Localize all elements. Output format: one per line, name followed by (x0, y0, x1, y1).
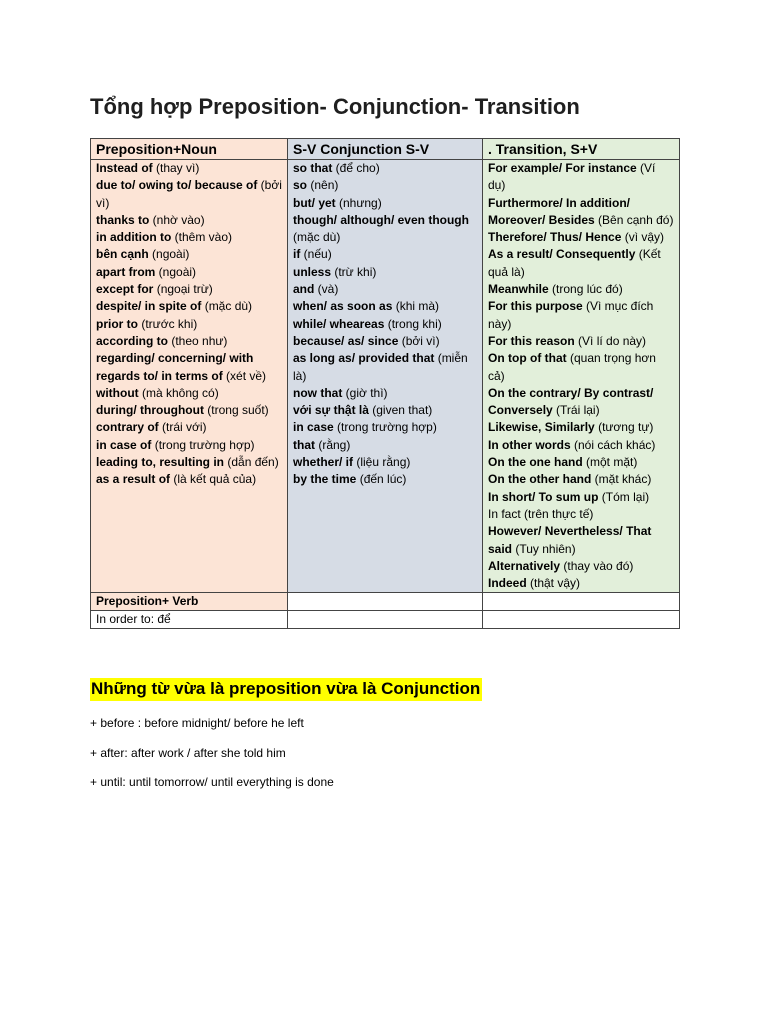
list-item (293, 471, 477, 488)
term-text: though/ although/ even though (293, 212, 469, 227)
meaning-text: (tương tự) (594, 420, 654, 435)
table-header-row (91, 139, 680, 160)
summary-table (90, 138, 680, 629)
meaning-text: (mặt khác) (591, 472, 652, 487)
list-item (488, 229, 674, 246)
list-item (293, 454, 477, 471)
header-transition: . Transition, S+V (483, 139, 680, 160)
meaning-text: (thay vì) (152, 161, 200, 175)
meaning-text: (trong trường hợp) (151, 437, 255, 452)
term-text: so that (293, 161, 333, 175)
term-text: Likewise, Similarly (488, 420, 595, 435)
term-text: bên cạnh (96, 247, 149, 262)
meaning-text: (given that) (368, 403, 433, 418)
term-text: as a result of (96, 472, 171, 487)
meaning-text: (trước khi) (138, 316, 198, 331)
meaning-text: (trái với) (158, 420, 207, 435)
meaning-text: (vì vậy) (621, 230, 665, 245)
meaning-text: (dẫn đến) (224, 455, 279, 470)
meaning-text: (bởi vì) (398, 333, 440, 348)
meaning-text: (mặc dù) (201, 299, 253, 314)
meaning-text: (bởi vì) (96, 178, 282, 210)
list-item (488, 523, 674, 558)
term-text: apart from (96, 264, 156, 279)
meaning-text: (mà không có) (138, 385, 219, 400)
in-order-to-cell: In order to: để (91, 611, 288, 629)
term-text: by the time (293, 472, 357, 487)
term-text: prior to (96, 316, 138, 331)
header-sv-conjunction: S-V Conjunction S-V (288, 139, 483, 160)
list-item (293, 350, 477, 385)
preposition-verb-text: Preposition+ Verb (96, 594, 199, 609)
list-item (293, 281, 477, 298)
empty-cell (483, 611, 680, 629)
note-line-until: + until: until tomorrow/ until everything is done (90, 775, 334, 789)
term-text: in addition to (96, 230, 172, 245)
list-item (293, 177, 477, 194)
term-text: now that (293, 385, 343, 400)
term-text: because/ as/ since (293, 333, 399, 348)
term-text: but/ yet (293, 195, 336, 210)
meaning-text: (nhờ vào) (149, 212, 205, 227)
meaning-text: (trong lúc đó) (548, 282, 623, 297)
list-item (293, 316, 477, 333)
meaning-text: (nhưng) (335, 195, 382, 210)
term-text: regarding/ concerning/ with regards to/ in terms of (96, 351, 254, 383)
term-text: leading to, resulting in (96, 455, 225, 470)
transition-list (483, 160, 680, 593)
term-text: Meanwhile (488, 282, 549, 297)
list-item (96, 471, 282, 488)
list-item (293, 437, 477, 454)
term-text: For this purpose (488, 299, 583, 314)
meaning-text: (và) (314, 282, 339, 297)
list-item (293, 419, 477, 436)
term-text: với sự thật là (293, 403, 369, 418)
term-text: thanks to (96, 212, 150, 227)
meaning-text: (Vì lí do này) (574, 333, 647, 348)
list-item (488, 195, 674, 230)
list-item (488, 160, 674, 195)
list-item (96, 298, 282, 315)
term-text: Indeed (488, 576, 527, 591)
meaning-text: (nói cách khác) (570, 437, 656, 452)
list-item (96, 402, 282, 419)
term-text: On the one hand (488, 455, 583, 470)
meaning-text: (theo như) (168, 333, 228, 348)
term-text: On the contrary/ By contrast/ Conversely (488, 385, 654, 418)
meaning-text: (là kết quả của) (170, 472, 257, 487)
list-item (488, 471, 674, 488)
term-text: contrary of (96, 420, 159, 435)
table-row-main (91, 160, 680, 593)
meaning-text: (thật vậy) (526, 576, 581, 591)
list-item (293, 160, 477, 177)
list-item (96, 212, 282, 229)
term-text: when/ as soon as (293, 299, 393, 314)
empty-cell (288, 593, 483, 611)
list-item (293, 246, 477, 263)
meaning-text: (trừ khi) (331, 264, 377, 279)
meaning-text: (để cho) (332, 161, 380, 175)
meaning-text: (một mặt) (582, 455, 638, 470)
term-text: whether/ if (293, 455, 354, 470)
meaning-text: (nếu) (300, 247, 332, 262)
meaning-text: (trong trường hợp) (333, 420, 437, 435)
list-item (293, 195, 477, 212)
list-item (293, 385, 477, 402)
meaning-text: (Tóm lại) (598, 489, 650, 504)
preposition-verb-label (91, 593, 288, 611)
meaning-text: (Bên cạnh đó) (594, 212, 674, 227)
list-item (96, 350, 282, 385)
term-text: For example/ For instance (488, 161, 637, 175)
term-text: despite/ in spite of (96, 299, 202, 314)
list-item (96, 454, 282, 471)
meaning-text: (trong suốt) (203, 403, 269, 418)
term-text: In other words (488, 437, 571, 452)
term-text: if (293, 247, 301, 262)
term-text: In short/ To sum up (488, 489, 599, 504)
term-text: while/ wheareas (293, 316, 385, 331)
note-line-after: + after: after work / after she told him (90, 746, 286, 760)
meaning-text: (thêm vào) (171, 230, 233, 245)
term-text: and (293, 282, 315, 297)
meaning-text: (rằng) (315, 437, 351, 452)
list-item (488, 558, 674, 575)
list-item (488, 575, 674, 592)
meaning-text: (miễn là) (293, 351, 468, 383)
term-text: in case (293, 420, 334, 435)
list-item (96, 229, 282, 246)
empty-cell (483, 593, 680, 611)
meaning-text: (trong khi) (384, 316, 442, 331)
term-text: so (293, 178, 308, 193)
list-item (96, 419, 282, 436)
list-item (293, 264, 477, 281)
list-item (293, 333, 477, 350)
meaning-text: (mặc dù) (293, 230, 341, 245)
list-item (96, 246, 282, 263)
list-item (293, 298, 477, 315)
section-heading: Những từ vừa là preposition vừa là Conjunction (90, 678, 482, 701)
meaning-text: (khi mà) (392, 299, 440, 314)
list-item (488, 298, 674, 333)
term-text: that (293, 437, 315, 452)
list-item (96, 437, 282, 454)
meaning-text: (nên) (307, 178, 339, 193)
term-text: On top of that (488, 351, 567, 366)
list-item (96, 177, 282, 212)
term-text: in case of (96, 437, 152, 452)
meaning-text: (ngoài) (155, 264, 197, 279)
term-text: without (96, 385, 139, 400)
term-text: Instead of (96, 161, 153, 175)
term-text: On the other hand (488, 472, 592, 487)
empty-cell (288, 611, 483, 629)
term-text: As a result/ Consequently (488, 247, 636, 262)
meaning-text: (liệu rằng) (353, 455, 411, 470)
list-item (488, 506, 674, 523)
meaning-text: (ngoài) (148, 247, 190, 262)
list-item (488, 350, 674, 385)
list-item (488, 333, 674, 350)
term-text: Alternatively (488, 558, 561, 573)
term-text: For this reason (488, 333, 575, 348)
preposition-list (91, 160, 288, 593)
term-text: as long as/ provided that (293, 351, 435, 366)
meaning-text: (đến lúc) (356, 472, 407, 487)
conjunction-list (288, 160, 483, 593)
term-text: Therefore/ Thus/ Hence (488, 230, 622, 245)
meaning-text: (giờ thì) (342, 385, 388, 400)
list-item (96, 281, 282, 298)
meaning-text: (Kết quả là) (488, 247, 661, 279)
table-row-preposition-verb (91, 593, 680, 611)
list-item (488, 419, 674, 436)
term-text: However/ Nevertheless/ That said (488, 524, 652, 556)
meaning-text: (Vì mục đích này) (488, 299, 654, 331)
list-item (96, 385, 282, 402)
header-preposition-noun: Preposition+Noun (91, 139, 288, 160)
meaning-text: (Tuy nhiên) (512, 541, 576, 556)
meaning-text: (xét về) (222, 368, 267, 383)
table-row-in-order-to (91, 611, 680, 629)
term-text: due to/ owing to/ because of (96, 178, 258, 193)
list-item (488, 385, 674, 420)
note-line-before: + before : before midnight/ before he left (90, 716, 304, 730)
term-text: during/ throughout (96, 403, 204, 418)
list-item (488, 246, 674, 281)
list-item (96, 160, 282, 177)
list-item (96, 316, 282, 333)
list-item (96, 333, 282, 350)
meaning-text: (Trái lại) (552, 403, 600, 418)
term-text: unless (293, 264, 332, 279)
list-item (488, 489, 674, 506)
term-text: except for (96, 282, 154, 297)
meaning-text: (ngoại trừ) (153, 282, 213, 297)
meaning-text: In fact (trên thực tế) (488, 506, 594, 521)
page-title: Tổng hợp Preposition- Conjunction- Transition (90, 94, 580, 119)
meaning-text: (thay vào đó) (560, 558, 634, 573)
list-item (488, 281, 674, 298)
list-item (293, 212, 477, 247)
list-item (293, 402, 477, 419)
list-item (96, 264, 282, 281)
list-item (488, 454, 674, 471)
list-item (488, 437, 674, 454)
term-text: Furthermore/ In addition/ Moreover/ Besides (488, 195, 631, 227)
meaning-text: (quan trọng hơn cả) (488, 351, 656, 383)
meaning-text: (Ví dụ) (488, 161, 656, 193)
term-text: according to (96, 333, 169, 348)
